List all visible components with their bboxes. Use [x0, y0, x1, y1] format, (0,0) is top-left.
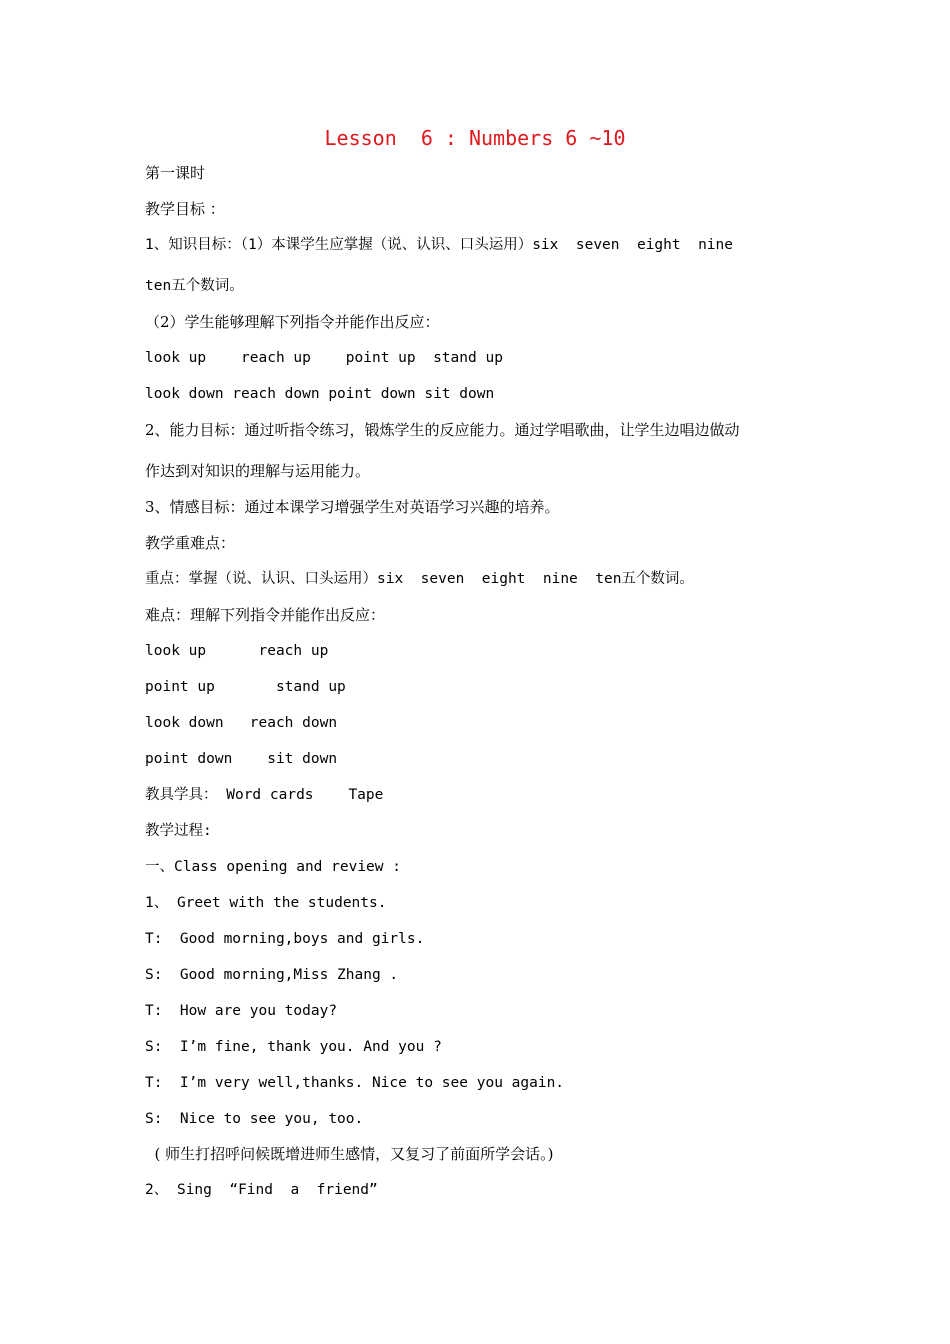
- text-line: T: Good morning,boys and girls.: [145, 931, 425, 947]
- text-line: look down reach down: [145, 715, 338, 731]
- text-line: S: Good morning,Miss Zhang .: [145, 967, 399, 983]
- text-line: T: I’m very well,thanks. Nice to see you again.: [145, 1075, 565, 1091]
- text-line: S: I’m fine, thank you. And you ?: [145, 1039, 442, 1055]
- text-line: 3、情感目标：通过本课学习增强学生对英语学习兴趣的培养。: [145, 498, 560, 516]
- text-line: 作达到对知识的理解与运用能力。: [145, 462, 371, 480]
- text-line: 1、 Greet with the students.: [145, 895, 387, 911]
- text-line: ten五个数词。: [145, 278, 244, 294]
- text-line: look down reach down point down sit down: [145, 386, 495, 402]
- text-line: 一、Class opening and review :: [145, 859, 401, 875]
- document-title: Lesson 6 : Numbers 6 ~10: [324, 126, 626, 150]
- text-line: S: Nice to see you, too.: [145, 1111, 364, 1127]
- text-line: 教学目标 ：: [145, 200, 225, 218]
- text-line: 2、 Sing “Find a friend”: [145, 1182, 378, 1198]
- text-line: 第一课时: [145, 164, 206, 182]
- text-line: T: How are you today?: [145, 1003, 338, 1019]
- text-line: 教具学具： Word cards Tape: [145, 787, 384, 803]
- text-line: （2）学生能够理解下列指令并能作出反应：: [145, 313, 440, 331]
- text-line: 教学重难点：: [145, 534, 236, 552]
- text-line: point up stand up: [145, 679, 346, 695]
- text-line: look up reach up: [145, 643, 329, 659]
- text-line: 难点：理解下列指令并能作出反应：: [145, 606, 386, 624]
- text-line: 2、能力目标：通过听指令练习，锻炼学生的反应能力。通过学唱歌曲，让学生边唱边做动: [145, 421, 740, 439]
- text-line: 1、知识目标：（1）本课学生应掌握（说、认识、口头运用）six seven eight nine: [145, 237, 733, 253]
- text-line: 教学过程:: [145, 823, 212, 839]
- text-line: ( 师生打招呼问候既增进师生感情，又复习了前面所学会话。): [145, 1145, 554, 1163]
- text-line: point down sit down: [145, 751, 338, 767]
- text-line: look up reach up point up stand up: [145, 350, 503, 366]
- text-line: 重点：掌握（说、认识、口头运用）six seven eight nine ten五个数词。: [145, 571, 694, 587]
